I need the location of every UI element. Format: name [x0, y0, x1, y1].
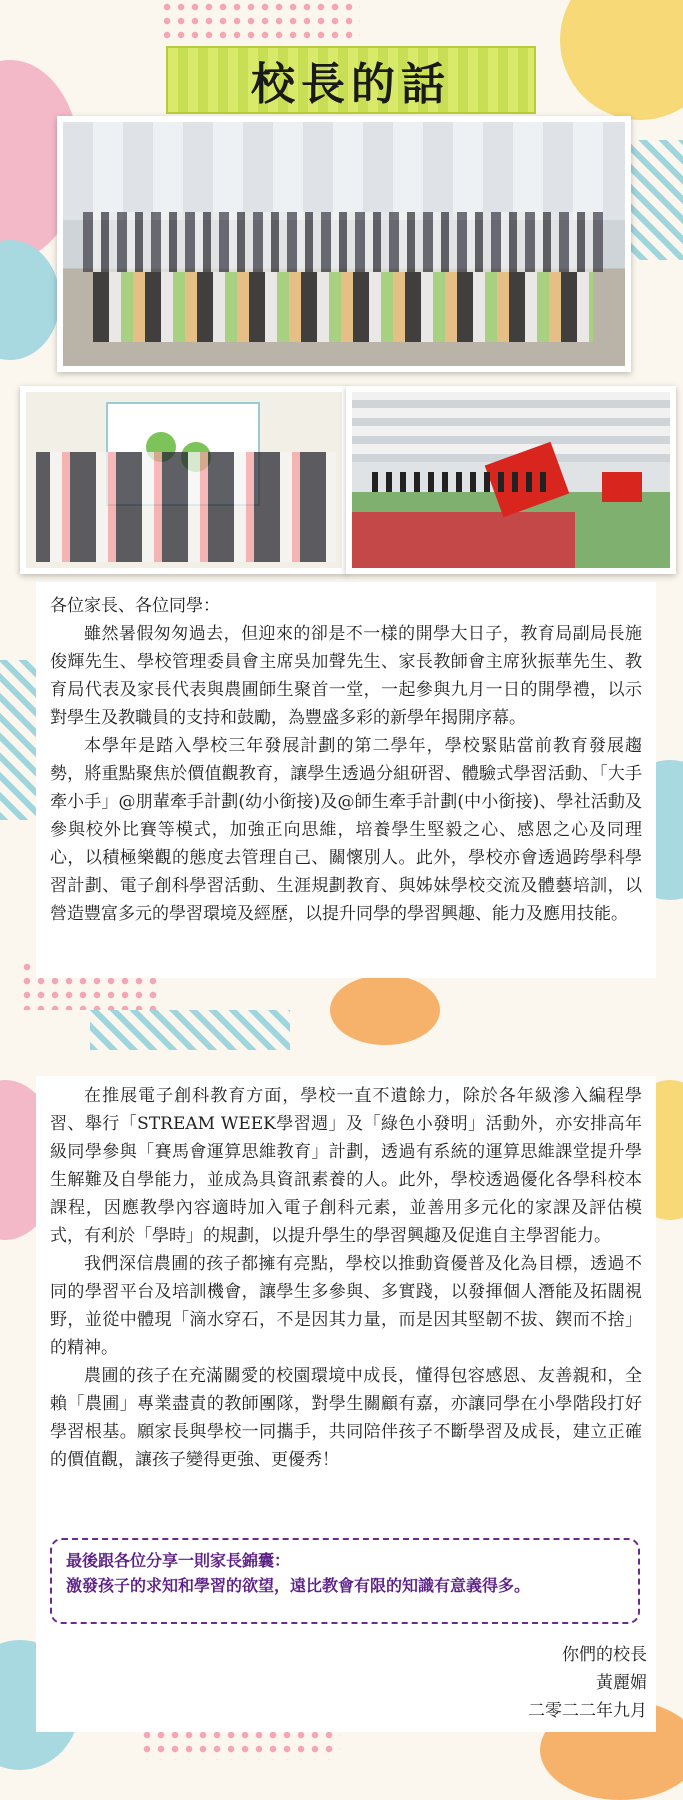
stripes-decoration [0, 660, 40, 820]
paragraph: 在推展電子創科教育方面，學校一直不遺餘力，除於各年級滲入編程學習、舉行「STREAM WEEK學習週」及「綠色小發明」活動外，亦安排高年級同學參與「賽馬會運算思維教育」計劃，透過有系統的運算思維課堂提升學生解難及自學能力，並成為具資訊素養的人。此外，學校透過優化各學科校本課程，因應教學內容適時加入電子創科元素，並善用多元化的家課及評估模式，有利於「學時」的規劃，以提升學生的學習興趣及促進自主學習能力。 [50, 1086, 642, 1246]
orange-blob-decoration [330, 975, 440, 1045]
page-title: 校長的話 [251, 59, 451, 110]
tip-heading: 最後跟各位分享一則家長錦囊： [66, 1551, 291, 1570]
intro-text-card [36, 582, 656, 978]
signature-title: 你們的校長 [562, 1645, 647, 1665]
right-photo [346, 386, 676, 574]
main-text-card [36, 1076, 656, 1732]
signature-date: 二零二二年九月 [528, 1701, 647, 1721]
parent-tip-box [50, 1538, 640, 1624]
tip-text: 激發孩子的求知和學習的欲望，遠比教會有限的知識有意義得多。 [66, 1576, 531, 1595]
teal-blob-decoration [0, 240, 60, 360]
greeting: 各位家長、各位同學： [50, 596, 220, 616]
dots-decoration [160, 0, 360, 40]
paragraph: 我們深信農圃的孩子都擁有亮點，學校以推動資優普及化為目標，透過不同的學習平台及培訓機會，讓學生多參與、多實踐，以發揮個人潛能及拓闊視野，並從中體現「滴水穿石，不是因其力量，而是因其堅韌不拔、鍥而不捨」的精神。 [50, 1254, 642, 1358]
paragraph: 雖然暑假匆匆過去，但迎來的卻是不一樣的開學大日子，教育局副局長施俊輝先生、學校管理委員會主席吳加聲先生、家長教師會主席狄振華先生、教育局代表及家長代表與農圃師生聚首一堂，一起參與九月一日的開學禮，以示對學生及教職員的支持和鼓勵，為豐盛多彩的新學年揭開序幕。 [50, 624, 642, 728]
main-photo [57, 116, 631, 372]
stripes-decoration [90, 1010, 290, 1050]
paragraph: 本學年是踏入學校三年發展計劃的第二學年，學校緊貼當前教育發展趨勢，將重點聚焦於價值觀教育，讓學生透過分組研習、體驗式學習活動、「大手牽小手」@朋輩牽手計劃(幼小銜接)及@師生牽手計劃(中小銜接)、學社活動及參與校外比賽等模式，加強正向思維，培養學生堅毅之心、感恩之心及同理心，以積極樂觀的態度去管理自己、關懷別人。此外，學校亦會透過跨學科學習計劃、電子創科學習活動、生涯規劃教育、與姊妹學校交流及體藝培訓，以營造豐富多元的學習環境及經歷，以提升同學的學習興趣、能力及應用技能。 [50, 736, 642, 924]
signature-name: 黃麗媚 [596, 1673, 647, 1693]
yellow-blob-decoration [560, 0, 683, 120]
left-photo [20, 386, 348, 574]
title-banner [166, 46, 536, 114]
paragraph: 農圃的孩子在充滿關愛的校園環境中成長，懂得包容感恩、友善親和，全賴「農圃」專業盡責的教師團隊，對學生關顧有嘉，亦讓同學在小學階段打好學習根基。願家長與學校一同攜手，共同陪伴孩子不斷學習及成長，建立正確的價值觀，讓孩子變得更強、更優秀！ [50, 1366, 642, 1470]
